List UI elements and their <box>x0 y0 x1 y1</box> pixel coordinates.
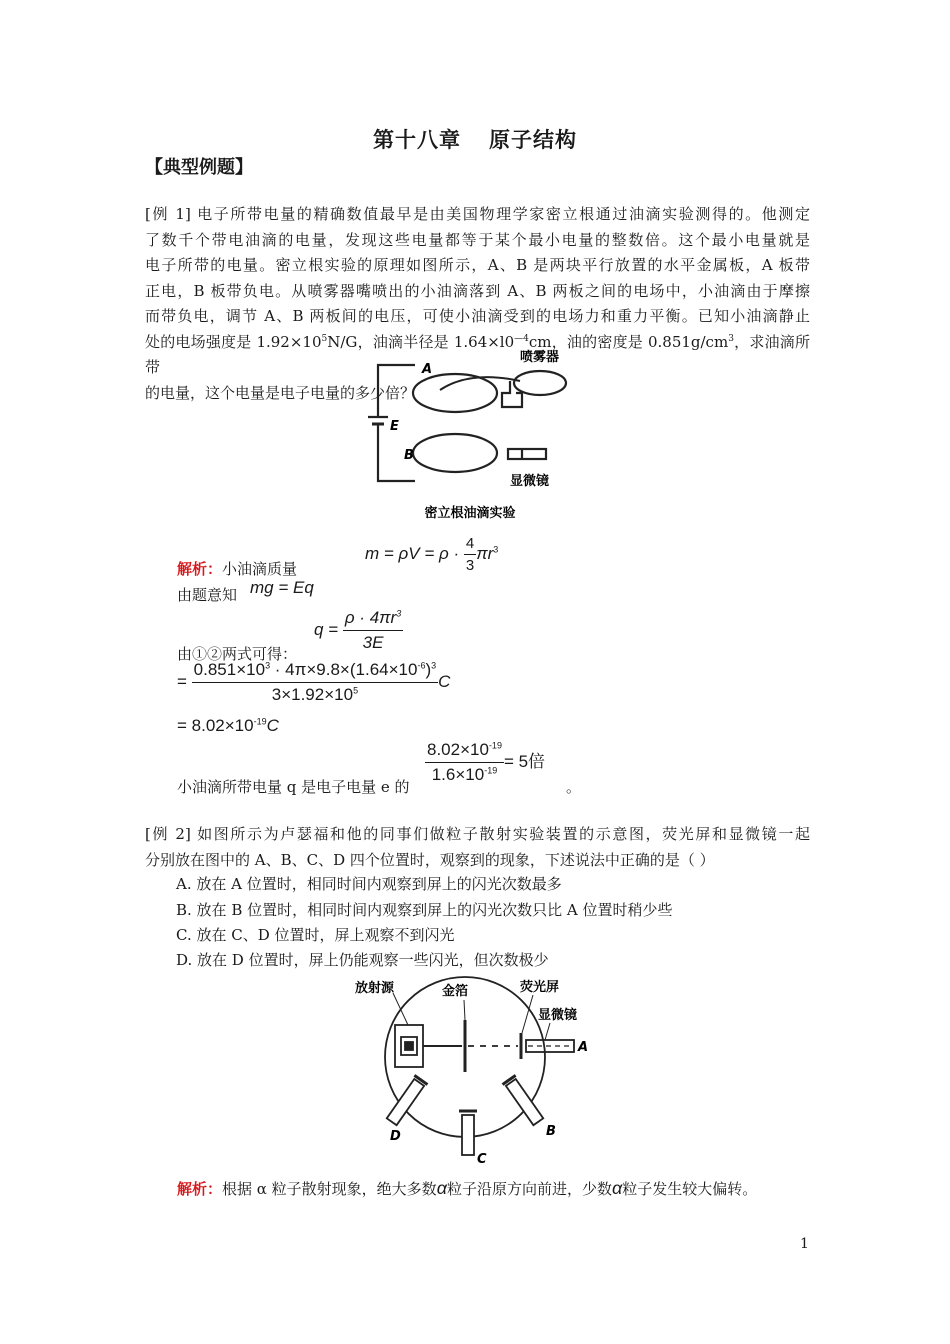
option-c: C. 放在 C、D 位置时，屏上观察不到闪光 <box>176 926 455 944</box>
example1-line: 处的电场强度是 $1.92\times 10^5N/G$，油滴半径是 $1.64\times l0^{—4}cm$，油的密度是 $0.851g/cm^3$，求油滴所带 <box>145 332 810 376</box>
solution2-label: 解析： <box>177 1180 223 1198</box>
ratio-formula: $\frac{8.02\times 10^{-19}}{1.6\times 10^{-19}}$ = 5倍 <box>427 740 546 784</box>
figure-caption: 密立根油滴实验 <box>424 506 516 521</box>
condition-text: 由题意知 <box>177 586 238 604</box>
combine-text: 由①②两式可得： <box>177 645 298 663</box>
example1-line: 电子所带的电量。密立根实验的原理如图所示，A、B 是两块平行放置的水平金属板，A 板带 <box>145 256 810 274</box>
battery-label: E <box>390 419 399 434</box>
pos-c-label: C <box>477 1152 487 1167</box>
example2-question <box>145 822 810 873</box>
q-formula: q = $\frac{\rho \cdot 4\pi r^3}{3E}$ <box>314 608 402 652</box>
plate-b-label: B <box>404 448 414 463</box>
solution-label: 解析： <box>177 560 223 578</box>
example1-line: 的电量，这个电量是电子电量的多少倍？ <box>145 383 416 402</box>
page-number: 1 <box>800 1236 809 1252</box>
example1-line: 正电，B 板带负电。从喷雾器嘴喷出的小油滴落到 A、B 两板之间的电场中，小油滴由于摩擦 <box>145 281 810 300</box>
ratio-end: 。 <box>566 778 582 796</box>
sprayer-label: 喷雾器 <box>520 350 560 365</box>
microscope-label: 显微镜 <box>510 474 550 489</box>
chapter-number: 第十八章 <box>373 127 461 152</box>
pos-d-label: D <box>390 1129 401 1144</box>
solution2: 解析：根据 α 粒子散射现象，绝大多数α粒子沿原方向前进，少数α粒子发生较大偏转。 <box>177 1178 758 1198</box>
result-formula: = $8.02\times 10^{-19}C$ <box>177 716 279 735</box>
pos-b-label: B <box>546 1124 556 1139</box>
option-d: D. 放在 D 位置时，屏上仍能观察一些闪光，但次数极少 <box>176 951 549 969</box>
example1-line: [例 1] 电子所带电量的精确数值最早是由美国物理学家密立根通过油滴实验测得的。他测定 <box>145 205 810 223</box>
example2-line: [例 2] 如图所示为卢瑟福和他的同事们做粒子散射实验装置的示意图，荧光屏和显微镜一起 <box>145 825 810 843</box>
example2-line: 分别放在图中的 A、B、C、D 四个位置时，观察到的现象，下述说法中正确的是（ ） <box>145 850 715 869</box>
example1-line: 而带负电，调节 A、B 两板间的电压，可使小油滴受到的电场力和重力平衡。已知小油滴静止 <box>145 307 810 325</box>
source-label: 放射源 <box>355 981 395 996</box>
section-heading: 【典型例题】 <box>145 157 253 178</box>
solution1-intro: 解析：小油滴质量 <box>177 560 298 578</box>
ratio-text: 小油滴所带电量 q 是电子电量 e 的 <box>177 778 410 796</box>
plate-a-label: A <box>422 362 433 377</box>
option-b: B. 放在 B 位置时，相同时间内观察到屏上的闪光次数只比 A 位置时稍少些 <box>176 901 673 919</box>
option-a: A. 放在 A 位置时，相同时间内观察到屏上的闪光次数最多 <box>176 875 562 893</box>
microscope2-label: 显微镜 <box>538 1008 578 1023</box>
chapter-title <box>0 124 950 154</box>
chapter-name: 原子结构 <box>489 127 577 152</box>
rutherford-diagram <box>350 975 610 1170</box>
example1-line: 了数千个带电油滴的电量，发现这些电量都等于某个最小电量的整数倍。这个最小电量就是 <box>145 230 810 249</box>
pos-a-label: A <box>578 1040 589 1055</box>
foil-label: 金箔 <box>442 984 469 999</box>
screen-label: 荧光屏 <box>520 980 560 995</box>
millikan-diagram <box>360 345 590 525</box>
calc-formula: = $\frac{0.851\times 10^3 \cdot 4\pi\times 9.8\times(1.64\times 10^{-6})^3}{3\times 1.92\times 10^5}$ C <box>177 660 451 704</box>
condition-formula: mg = Eq <box>250 578 314 597</box>
mass-formula: m = ρV = ρ · $\frac{4}{3}$ $\pi r^3$ <box>365 535 499 574</box>
